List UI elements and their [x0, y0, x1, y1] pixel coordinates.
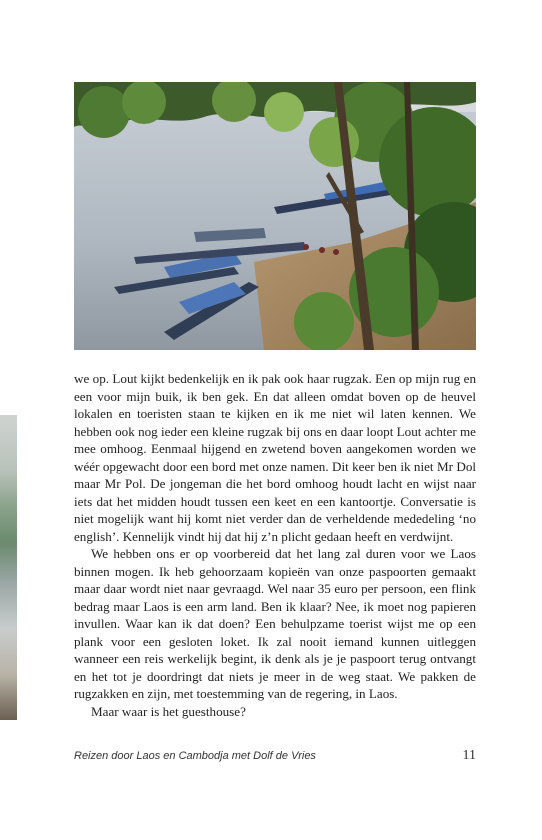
adjacent-page-photo-edge [0, 415, 17, 720]
running-footer: Reizen door Laos en Cambodja met Dolf de Vries [74, 750, 316, 762]
paragraph: Maar waar is het guesthouse? [91, 703, 246, 719]
paragraph: we op. Lout kijkt bedenkelijk en ik pak ook haar rugzak. Een op mijn rug en een voor mijn buik, ik ben gek. En dat alleen omdat boven op de heuvel lokalen en toeristen staan te kijken en ik me niet wil laten kennen. We hebben ook nog ieder een kleine rugzak bij ons en daar loopt Lout achter me mee omhoog. Eenmaal hijgend en zwetend boven aangekomen worden we wéér opgewacht door een bord met onze namen. Dit keer ben ik niet Mr Dol maar Mr Pol. De jongeman die het bord omhoog houdt lacht en wijst naar iets dat het midden houdt tussen een keet en een kantoortje. Conversatie is niet mogelijk want hij komt niet verder dan de verheldende mededeling ‘no english’. Kennelijk vindt hij dat hij z’n plicht gedaan heeft en verdwijnt. [74, 371, 476, 544]
page-number: 11 [462, 748, 476, 763]
paragraph: We hebben ons er op voorbereid dat het lang zal duren voor we Laos binnen mogen. Ik heb gehoorzaam kopieën van onze paspoorten gemaakt maar daar wordt niet naar gevraagd. Wel naar 35 euro per persoon, een flink bedrag maar Laos is een arm land. Ben ik klaar? Nee, ik moet nog papieren invullen. Waar kan ik dat doen? Een behulpzame toerist wijst me op een plank voor een gesloten loket. Ik zal nooit iemand kunnen uitleggen wanneer een reis werkelijk begint, ik denk als je je paspoort terug ontvangt en het tot je doordringt dat niets je meer in de weg staat. We pakken de rugzakken en zijn, met toestemming van de regering, in Laos. [74, 546, 476, 701]
body-text [74, 370, 476, 720]
river-boats-photo [74, 82, 476, 350]
